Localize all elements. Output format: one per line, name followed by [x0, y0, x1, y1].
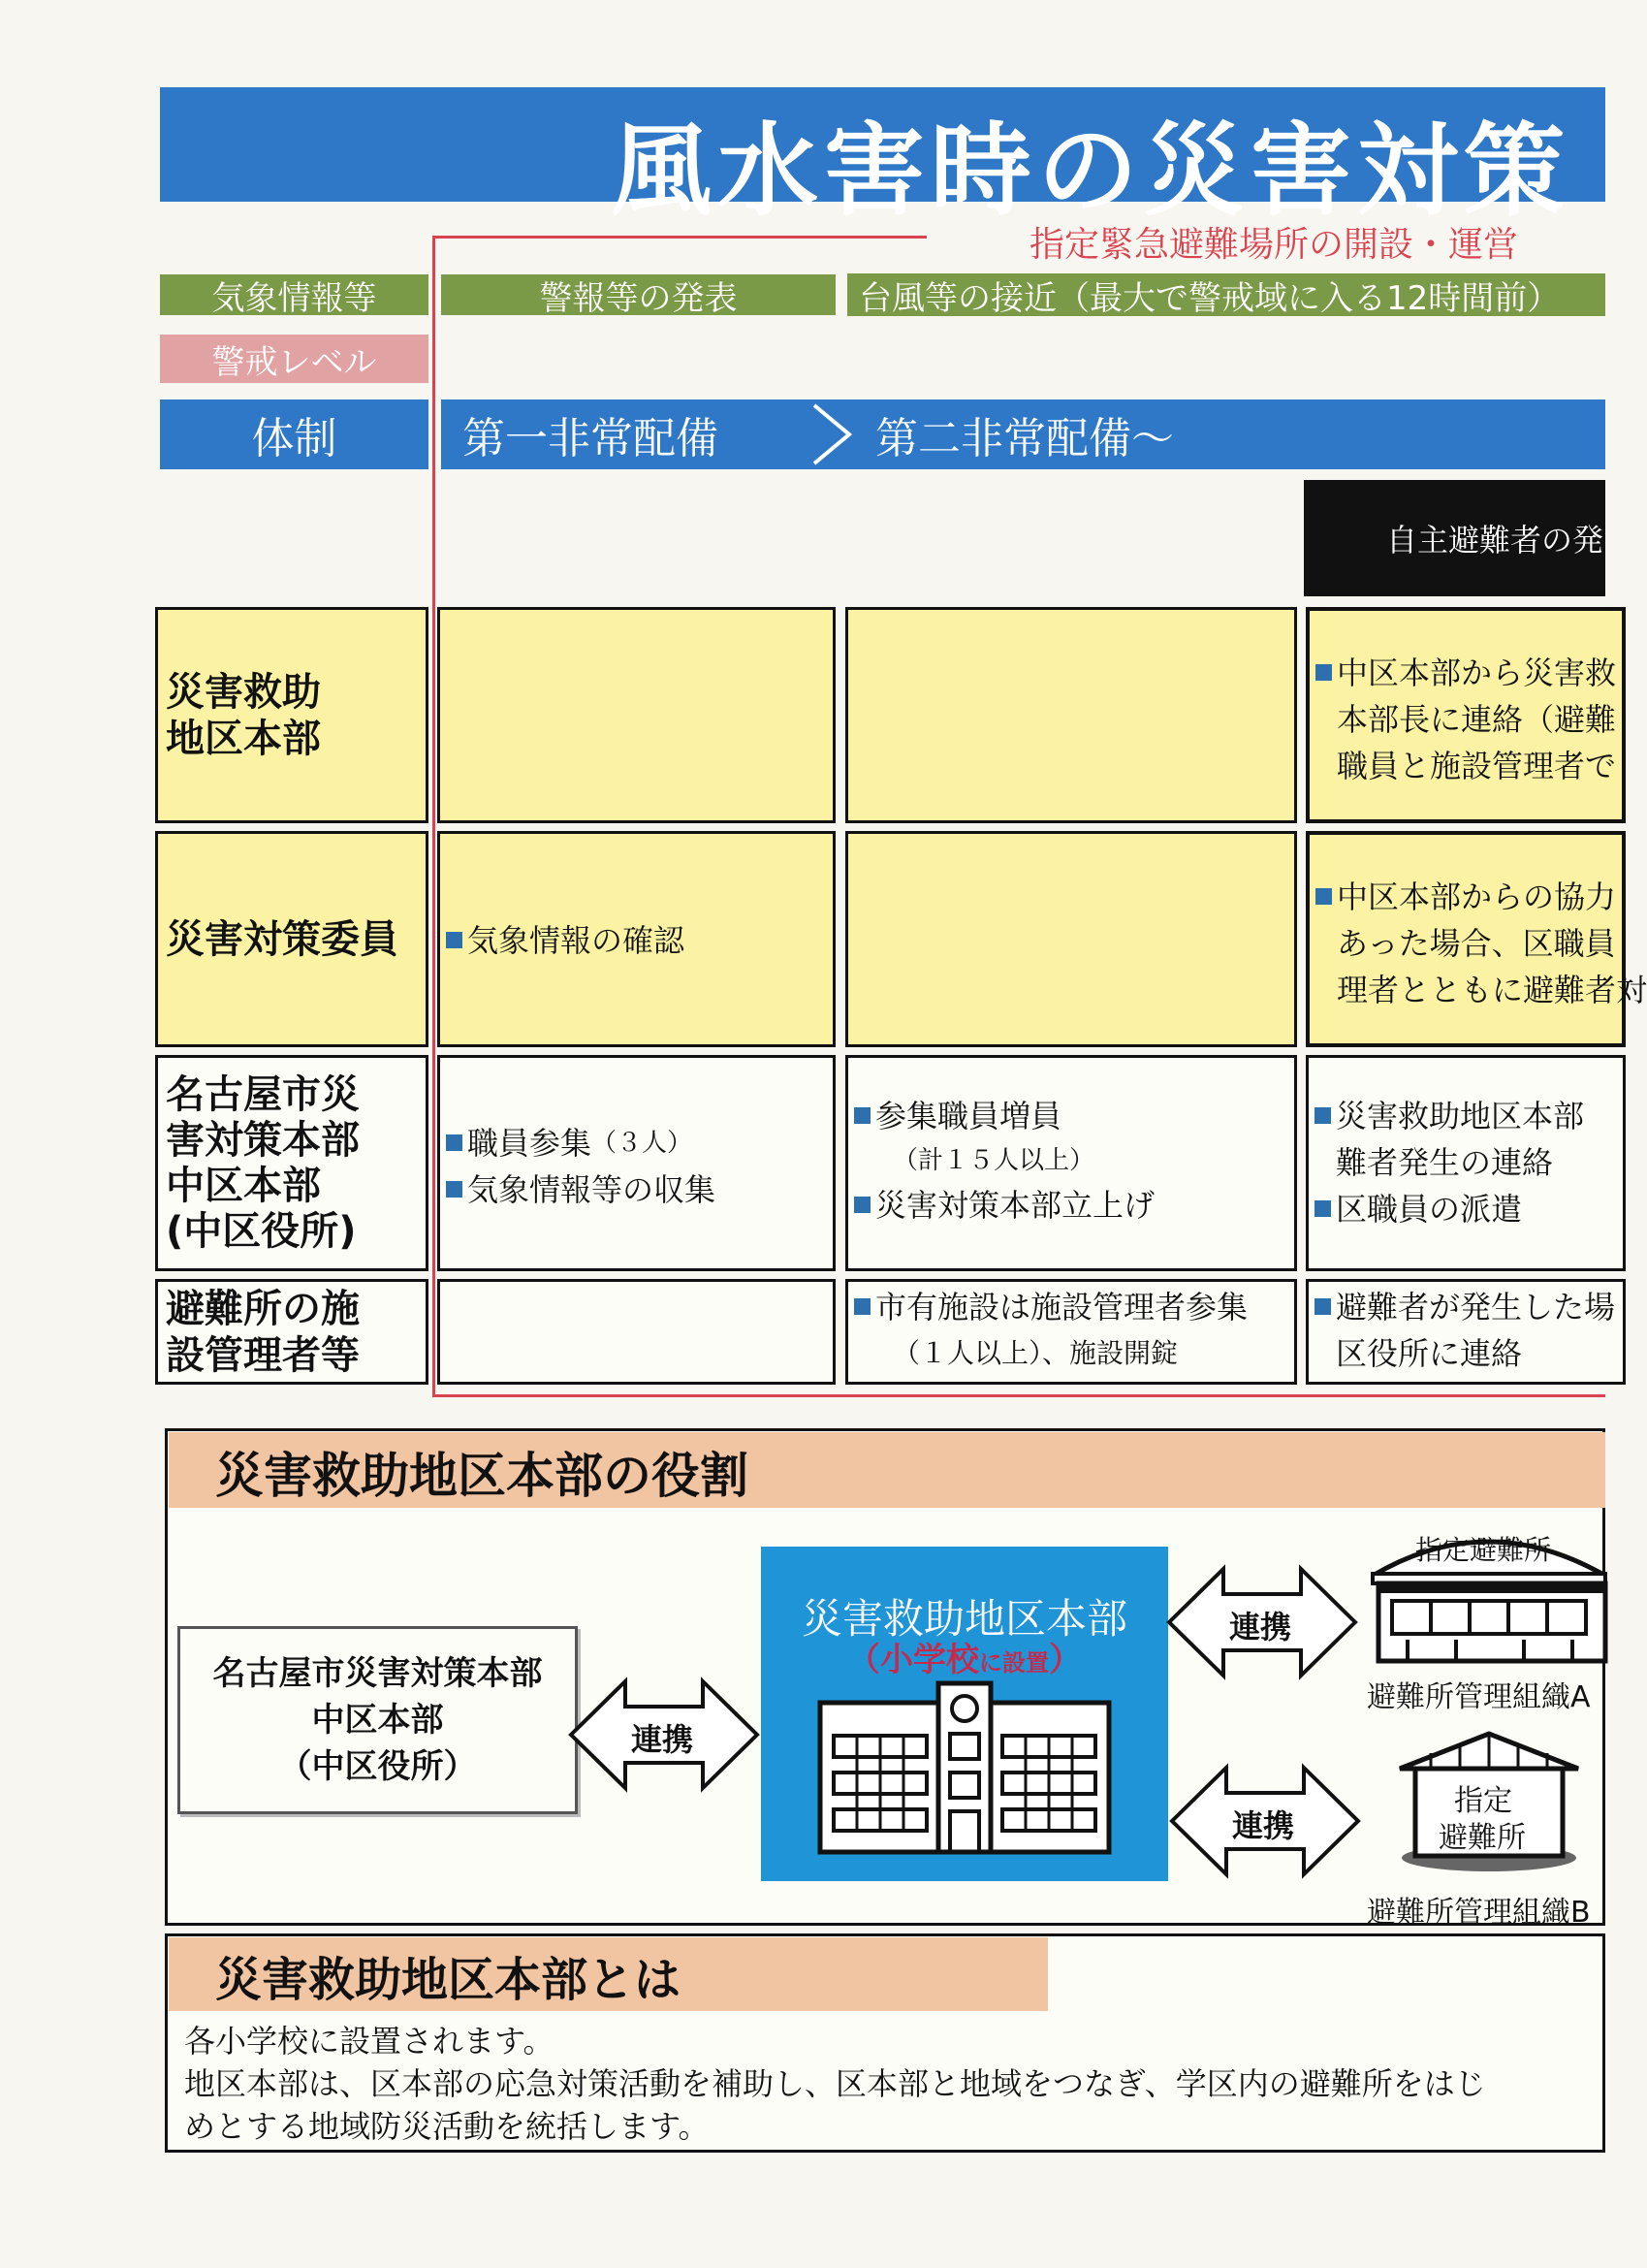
cell-rescue-hq-c1 — [437, 607, 836, 823]
link-label: 連携 — [1232, 1807, 1295, 1844]
bullet-icon — [446, 1134, 462, 1151]
cell-committee-c1: 気象情報の確認 — [437, 831, 836, 1047]
link-label: 連携 — [1229, 1609, 1292, 1645]
cell-rescue-hq-c2 — [845, 607, 1297, 823]
bullet-icon — [1314, 1107, 1331, 1124]
chevron-right-icon — [805, 399, 863, 469]
bullet-icon — [446, 932, 462, 948]
cell-city-c1: 職員参集 （３人） 気象情報等の収集 — [437, 1055, 836, 1271]
shelter-b-sign-1: 指定 — [1454, 1784, 1512, 1818]
weather-info-label: 気象情報等 — [160, 274, 428, 315]
system-label: 体制 — [160, 399, 428, 469]
typhoon-approach-label: 台風等の接近（最大で警戒域に入る12時間前） — [847, 273, 1605, 316]
cell-city-c2: 参集職員増員 （計１５人以上） 災害対策本部立上げ — [845, 1055, 1297, 1271]
school-building-icon — [814, 1676, 1115, 1856]
rescue-hq-subtitle: （小学校に設置） — [847, 1641, 1082, 1679]
shelter-bracket-top — [432, 236, 927, 239]
voluntary-evacuee-label: 自主避難者の発 — [1304, 480, 1605, 596]
phase-1: 第一非常配備 — [462, 414, 718, 463]
link-label: 連携 — [631, 1721, 694, 1758]
bullet-icon — [1315, 888, 1332, 905]
about-section-title: 災害救助地区本部とは — [215, 1953, 681, 2007]
phase-bar — [441, 399, 1605, 469]
row-head-facility: 避難所の施 設管理者等 — [155, 1279, 428, 1385]
row-head-city-hq: 名古屋市災 害対策本部 中区本部 (中区役所) — [155, 1055, 428, 1271]
shelter-b-label: 避難所管理組織B — [1367, 1896, 1591, 1930]
cell-committee-c3: 中区本部からの協力 あった場合、区職員 理者とともに避難者対 — [1306, 831, 1626, 1047]
warning-issued-label: 警報等の発表 — [441, 274, 836, 315]
shelter-bracket-bottom — [432, 1394, 1605, 1397]
page-title: 風水害時の災害対策 — [611, 112, 1571, 230]
cell-facility-c3: 避難者が発生した場 区役所に連絡 — [1306, 1279, 1626, 1385]
about-section-text: 各小学校に設置されます。 地区本部は、区本部の応急対策活動を補助し、区本部と地域をつなぎ、学区内の避難所をはじ めとする地域防災活動を統括します。 — [184, 2023, 1486, 2145]
cell-facility-c1 — [437, 1279, 836, 1385]
shelter-opening-label: 指定緊急避難場所の開設・運営 — [1029, 225, 1519, 265]
role-section-title: 災害救助地区本部の役割 — [215, 1448, 748, 1504]
shelter-a-sign: 指定避難所 — [1415, 1534, 1552, 1566]
bullet-icon — [1314, 1200, 1331, 1217]
bullet-icon — [854, 1107, 871, 1124]
bullet-icon — [854, 1197, 871, 1213]
bullet-icon — [1314, 1298, 1331, 1315]
row-head-rescue-hq: 災害救助 地区本部 — [155, 607, 428, 823]
city-hq-box: 名古屋市災害対策本部 中区本部 （中区役所） — [177, 1626, 578, 1814]
rescue-hq-title: 災害救助地区本部 — [801, 1595, 1127, 1643]
shelter-bracket-left — [432, 236, 435, 1396]
shelter-b-sign-2: 避難所 — [1439, 1821, 1526, 1855]
cell-facility-c2: 市有施設は施設管理者参集 （１人以上）、施設開錠 — [845, 1279, 1297, 1385]
cell-city-c3: 災害救助地区本部 難者発生の連絡 区職員の派遣 — [1306, 1055, 1626, 1271]
bullet-icon — [446, 1181, 462, 1198]
cell-committee-c2 — [845, 831, 1297, 1047]
phase-2: 第二非常配備～ — [875, 414, 1174, 463]
bullet-icon — [854, 1298, 871, 1315]
shelter-a-label: 避難所管理組織A — [1367, 1680, 1591, 1714]
cell-rescue-hq-c3: 中区本部から災害救 本部長に連絡（避難 職員と施設管理者で — [1306, 607, 1626, 823]
bullet-icon — [1315, 664, 1332, 681]
title-banner — [160, 87, 1605, 230]
alert-level-label: 警戒レベル — [160, 335, 428, 383]
row-head-committee: 災害対策委員 — [155, 831, 428, 1047]
